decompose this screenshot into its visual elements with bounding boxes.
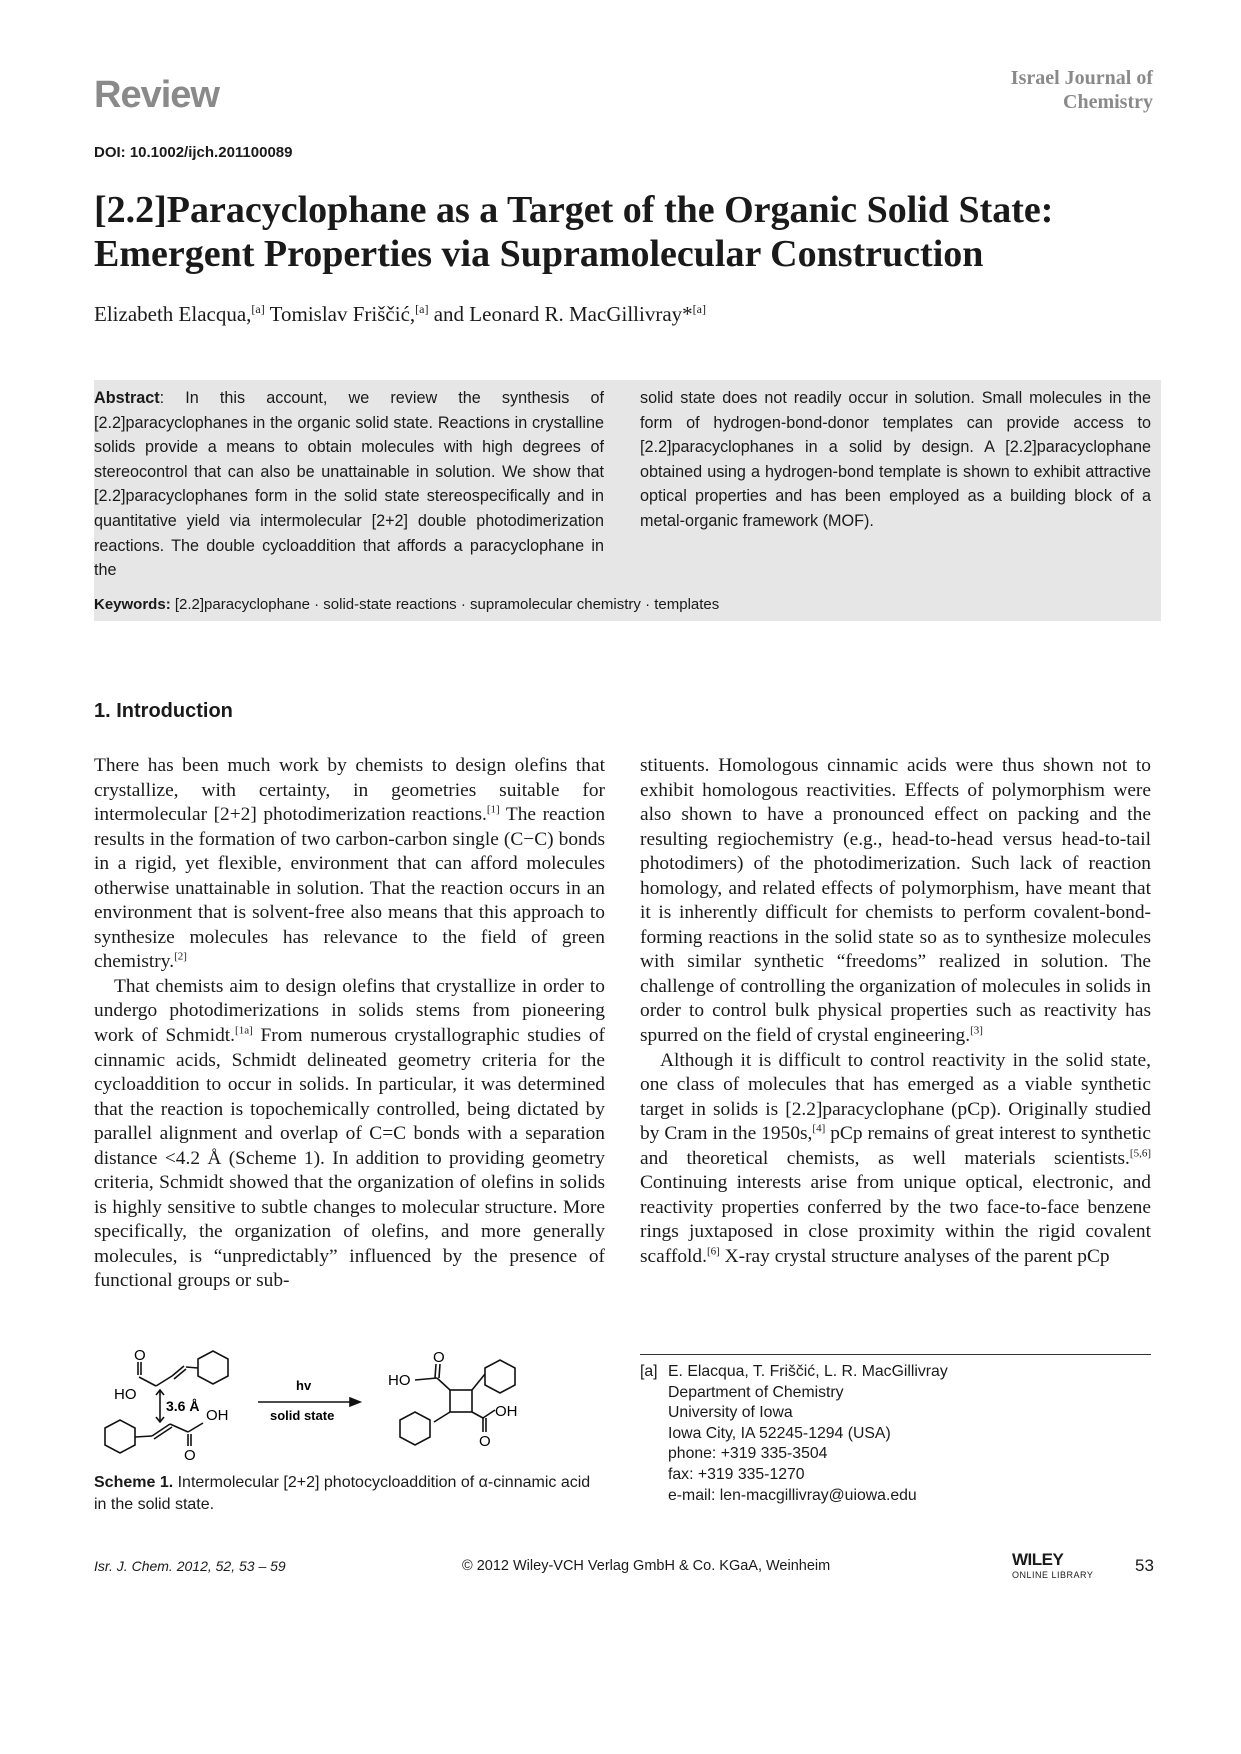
keywords-text: [2.2]paracyclophane · solid-state reactions · supramolecular chemistry · templates bbox=[174, 596, 720, 613]
doi[interactable]: DOI: 10.1002/ijch.201100089 bbox=[94, 144, 293, 161]
section-heading: 1. Introduction bbox=[94, 700, 233, 722]
affiliation-line bbox=[640, 1362, 948, 1383]
author-name: Tomislav Friščić, bbox=[264, 302, 416, 326]
paragraph: There has been much work by chemists to design olefins that crystallize, with certainty, in geometries suitable for intermolecular [2+2] photodimerization reactions.[1] The reaction results in the formation of two carbon-carbon single (C−C) bonds in a rigid, yet flexible, environment that can afford molecules otherwise unattainable in solution. That the reaction occurs in an environment that is solvent-free also means that this approach to synthesize molecules has relevance to the field of green chemistry.[2] bbox=[94, 755, 606, 973]
affiliation-line: Department of Chemistry bbox=[668, 1383, 844, 1401]
paragraph: That chemists aim to design olefins that crystallize in order to undergo photodimerizations in solids stems from pioneering work of Schmidt.[1a] From numerous crystallographic studies of cinnamic acids, Schmidt delineated geometry criteria for the cycloaddition to occur in solids. In particular, it was determined that the reaction is topochemically controlled, being dictated by parallel alignment and overlap of C=C bonds with a separation distance <4.2 Å (Scheme 1). In addition to providing geometry criteria, Schmidt showed that the organization of olefins in solids is highly sensitive to subtle changes to molecular structure. More specifically, the organization of olefins, and more generally molecules, is “unpredictably” influenced by the presence of functional groups or sub- bbox=[94, 975, 605, 1292]
affiliation-block bbox=[640, 1362, 948, 1506]
affiliation-line: Iowa City, IA 52245-1294 (USA) bbox=[668, 1424, 891, 1442]
scheme-1-figure bbox=[100, 1350, 600, 1470]
scheme-caption bbox=[94, 1472, 605, 1516]
author-name: and Leonard R. MacGillivray* bbox=[428, 302, 693, 326]
scheme-caption-label: Scheme 1. bbox=[94, 1474, 174, 1491]
paragraph: stituents. Homologous cinnamic acids were thus shown not to exhibit homologous reactivities. Effects of polymorphism were also shown to have a pronounced effect on packing and the resulting regiochemistry (e.g., head-to-head versus head-to-tail photodimers) of the photodimerization. Such lack of reaction homology, and related effects of polymorphism, have meant that it is inherently difficult for chemists to perform covalent-bond-forming reactions in the solid state so as to synthesize molecules with similar synthetic “freedoms” realized in solution. The challenge of controlling the organization of molecules in solids in order to control bulk physical properties such as reactivity has spurred on the field of crystal engineering.[3] bbox=[640, 755, 1151, 1047]
wiley-logo-subtitle: ONLINE LIBRARY bbox=[1012, 1570, 1094, 1580]
article-title: [2.2]Paracyclophane as a Target of the Organic Solid State: Emergent Properties via Supramolecular Construction bbox=[94, 189, 1054, 275]
affiliation-fax: fax: +319 335-1270 bbox=[668, 1465, 805, 1483]
arrow-label-solid-state: solid state bbox=[270, 1408, 335, 1423]
scheme-caption-text: Intermolecular [2+2] photocycloaddition of α-cinnamic acid in the solid state. bbox=[94, 1474, 591, 1513]
keywords-label: Keywords: bbox=[94, 596, 171, 613]
paragraph: Although it is difficult to control reactivity in the solid state, one class of molecules that has emerged as a viable synthetic target in solids is [2.2]paracyclophane (pCp). Originally studied by Cram in the 1950s,[4] pCp remains of great interest to synthetic and theoretical chemists, as well materials scientists.[5,6] Continuing interests arise from unique optical, electronic, and reactivity properties conferred by the two face-to-face benzene rings juxtaposed in close proximity within the rigid covalent scaffold.[6] X-ray crystal structure analyses of the parent pCp bbox=[640, 1049, 1151, 1267]
abstract-label: Abstract bbox=[94, 389, 160, 407]
author-name: Elizabeth Elacqua, bbox=[94, 302, 252, 326]
hydroxyl-label: OH bbox=[206, 1407, 229, 1424]
author-affil-mark: [a] bbox=[415, 302, 429, 316]
affiliation-divider bbox=[640, 1354, 1151, 1355]
hydroxyl-label: HO bbox=[114, 1386, 137, 1403]
citation-ref[interactable]: [3] bbox=[970, 1024, 983, 1037]
hydroxyl-label: OH bbox=[495, 1403, 518, 1420]
arrow-label-hv: hv bbox=[296, 1378, 312, 1393]
affiliation-email[interactable]: e-mail: len-macgillivray@uiowa.edu bbox=[668, 1486, 917, 1504]
wiley-logo[interactable] bbox=[1012, 1550, 1098, 1580]
body-right-column bbox=[640, 754, 1151, 1269]
footer-citation: Isr. J. Chem. 2012, 52, 53 – 59 bbox=[94, 1558, 286, 1574]
oxygen-label: O bbox=[134, 1350, 146, 1364]
body-left-column bbox=[94, 754, 605, 1294]
journal-name: Israel Journal of Chemistry bbox=[1010, 67, 1153, 113]
affiliation-tag: [a] bbox=[640, 1363, 658, 1380]
footer-copyright: © 2012 Wiley-VCH Verlag GmbH & Co. KGaA, Weinheim bbox=[462, 1558, 831, 1574]
distance-label: 3.6 Å bbox=[166, 1398, 200, 1414]
affiliation-authors: E. Elacqua, T. Friščić, L. R. MacGillivray bbox=[668, 1363, 948, 1380]
section-label: Review bbox=[94, 74, 219, 116]
abstract-right-column: solid state does not readily occur in solution. Small molecules in the form of hydrogen-bond-donor templates can provide access to [2.2]paracyclophanes in a solid by design. A [2.2]paracyclophane obtained using a hydrogen-bond template is shown to exhibit attractive optical properties and has been employed as a building block of a metal-organic framework (MOF). bbox=[640, 389, 1151, 530]
affiliation-phone: phone: +319 335-3504 bbox=[668, 1445, 828, 1463]
citation-ref[interactable]: [1a] bbox=[235, 1024, 253, 1037]
page-number: 53 bbox=[1135, 1556, 1154, 1575]
keywords bbox=[94, 596, 719, 613]
author-affil-mark: [a] bbox=[251, 302, 265, 316]
citation-ref[interactable]: [1] bbox=[486, 803, 500, 816]
hydroxyl-label: HO bbox=[388, 1372, 411, 1389]
abstract-left-column bbox=[94, 386, 604, 583]
citation-ref[interactable]: [4] bbox=[812, 1122, 826, 1135]
author-affil-mark: [a] bbox=[692, 302, 706, 316]
oxygen-label: O bbox=[184, 1447, 196, 1464]
oxygen-label: O bbox=[433, 1350, 445, 1366]
citation-ref[interactable]: [2] bbox=[174, 950, 187, 963]
author-list bbox=[94, 302, 706, 327]
citation-ref[interactable]: [6] bbox=[706, 1245, 720, 1258]
oxygen-label: O bbox=[479, 1433, 491, 1450]
affiliation-line: University of Iowa bbox=[668, 1404, 793, 1422]
citation-ref[interactable]: [5,6] bbox=[1129, 1147, 1151, 1160]
wiley-logo-word: WILEY bbox=[1012, 1550, 1064, 1569]
abstract-text: : In this account, we review the synthesis of [2.2]paracyclophanes in the organic solid state. Reactions in crystalline solids provide a means to obtain molecules with high degrees of stereocontrol that can also be unattainable in solution. We show that [2.2]paracyclophanes form in the solid state stereospecifically and in quantitative yield via intermolecular [2+2] double photodimerization reactions. The double cycloaddition that affords a paracyclophane in the bbox=[94, 389, 604, 580]
